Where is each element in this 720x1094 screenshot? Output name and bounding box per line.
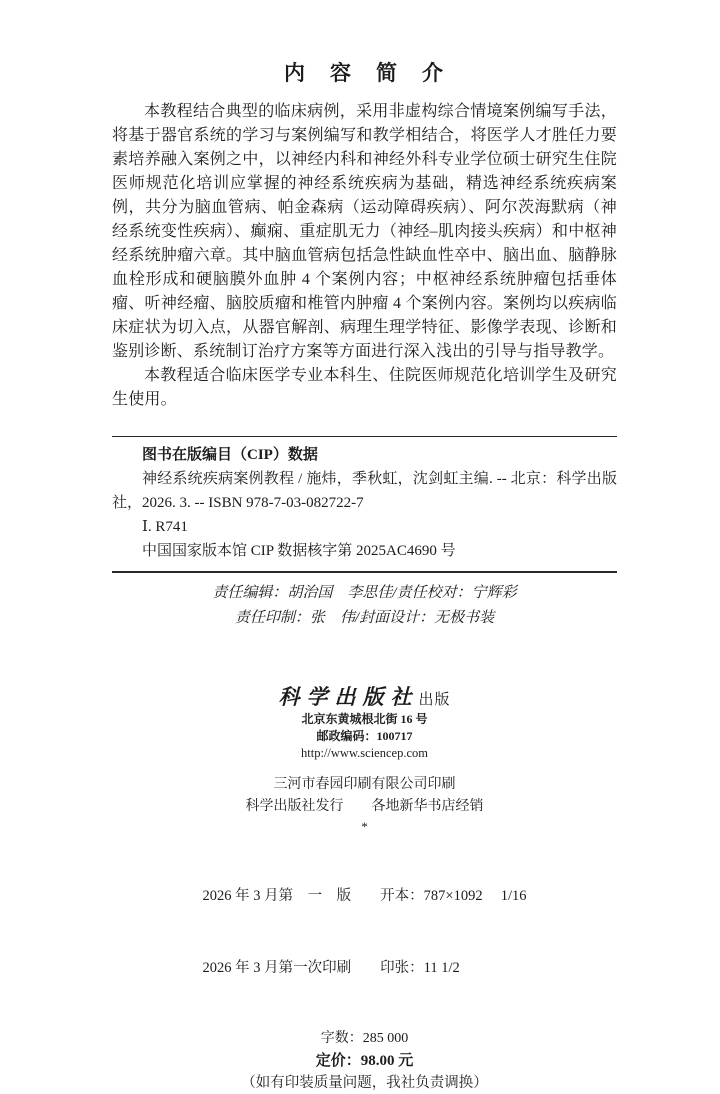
edition-line-2: 2026 年 3 月第一次印刷 印张：11 1/2	[202, 960, 460, 976]
publisher-logo-line	[112, 686, 617, 711]
cip-classification: Ⅰ. R741	[142, 519, 188, 535]
quality-note: （如有印装质量问题，我社负责调换）	[241, 1075, 488, 1091]
publisher-logo: 科学出版社	[278, 685, 419, 709]
printer-line: 三河市春园印刷有限公司印刷	[273, 777, 456, 792]
word-count: 字数：285 000	[320, 1031, 409, 1046]
intro-paragraph-1: 本教程结合典型的临床病例，采用非虚构综合情境案例编写手法，将基于器官系统的学习与案例编写和教学相结合，将医学人才胜任力要素培养融入案例之中，以神经内科和神经外科专业学位硕士研究生住院医师规范化培训应掌握的神经系统疾病为基础，精选神经系统疾病案例，共分为脑血管病、帕金森病（运动障碍疾病）、阿尔茨海默病（神经系统变性疾病）、癫痫、重症肌无力（神经–肌肉接头疾病）和中枢神经系统肿瘤六章。其中脑血管病包括急性缺血性卒中、脑出血、脑静脉血栓形成和硬脑膜外血肿 4 个案例内容；中枢神经系统肿瘤包括垂体瘤、听神经瘤、脑胶质瘤和椎管内肿瘤 4 个案例内容。案例均以疾病临床症状为切入点，从器官解剖、病理生理学特征、影像学表现、诊断和鉴别诊断、系统制订治疗方案等方面进行深入浅出的引导与指导教学。	[112, 103, 617, 360]
price: 定价：98.00 元	[315, 1053, 414, 1069]
page-title: 内 容 简 介	[284, 61, 445, 85]
publisher-address: 北京东黄城根北街 16 号	[301, 712, 428, 726]
publisher-website: http://www.sciencep.com	[301, 746, 428, 760]
publisher-postcode: 邮政编码：100717	[316, 729, 413, 743]
intro-paragraph-2: 本教程适合临床医学专业本科生、住院医师规范化培训学生及研究生使用。	[112, 367, 617, 408]
publisher-block	[112, 686, 617, 836]
cip-entry: 神经系统疾病案例教程 / 施炜，季秋虹，沈剑虹主编. -- 北京：科学出版社，2026. 3. -- ISBN 978-7-03-082722-7	[112, 471, 617, 511]
publish-label: 出版	[418, 692, 451, 708]
staff-credits	[112, 581, 617, 631]
edition-lines	[203, 836, 527, 1028]
staff-printing-line: 责任印制：张 伟/封面设计：无极书装	[234, 610, 495, 626]
cip-record: 中国国家版本馆 CIP 数据核字第 2025AC4690 号	[142, 543, 456, 559]
star-separator: *	[361, 819, 368, 834]
distribution-line: 科学出版社发行 各地新华书店经销	[245, 799, 484, 814]
edition-line-1: 2026 年 3 月第 一 版 开本：787×1092 1/16	[202, 888, 527, 904]
edition-block	[112, 836, 617, 1028]
staff-editors-line: 责任编辑：胡治国 李思佳/责任校对：宁辉彩	[212, 585, 517, 601]
cip-box	[112, 436, 617, 573]
cip-heading: 图书在版编目（CIP）数据	[142, 447, 318, 463]
